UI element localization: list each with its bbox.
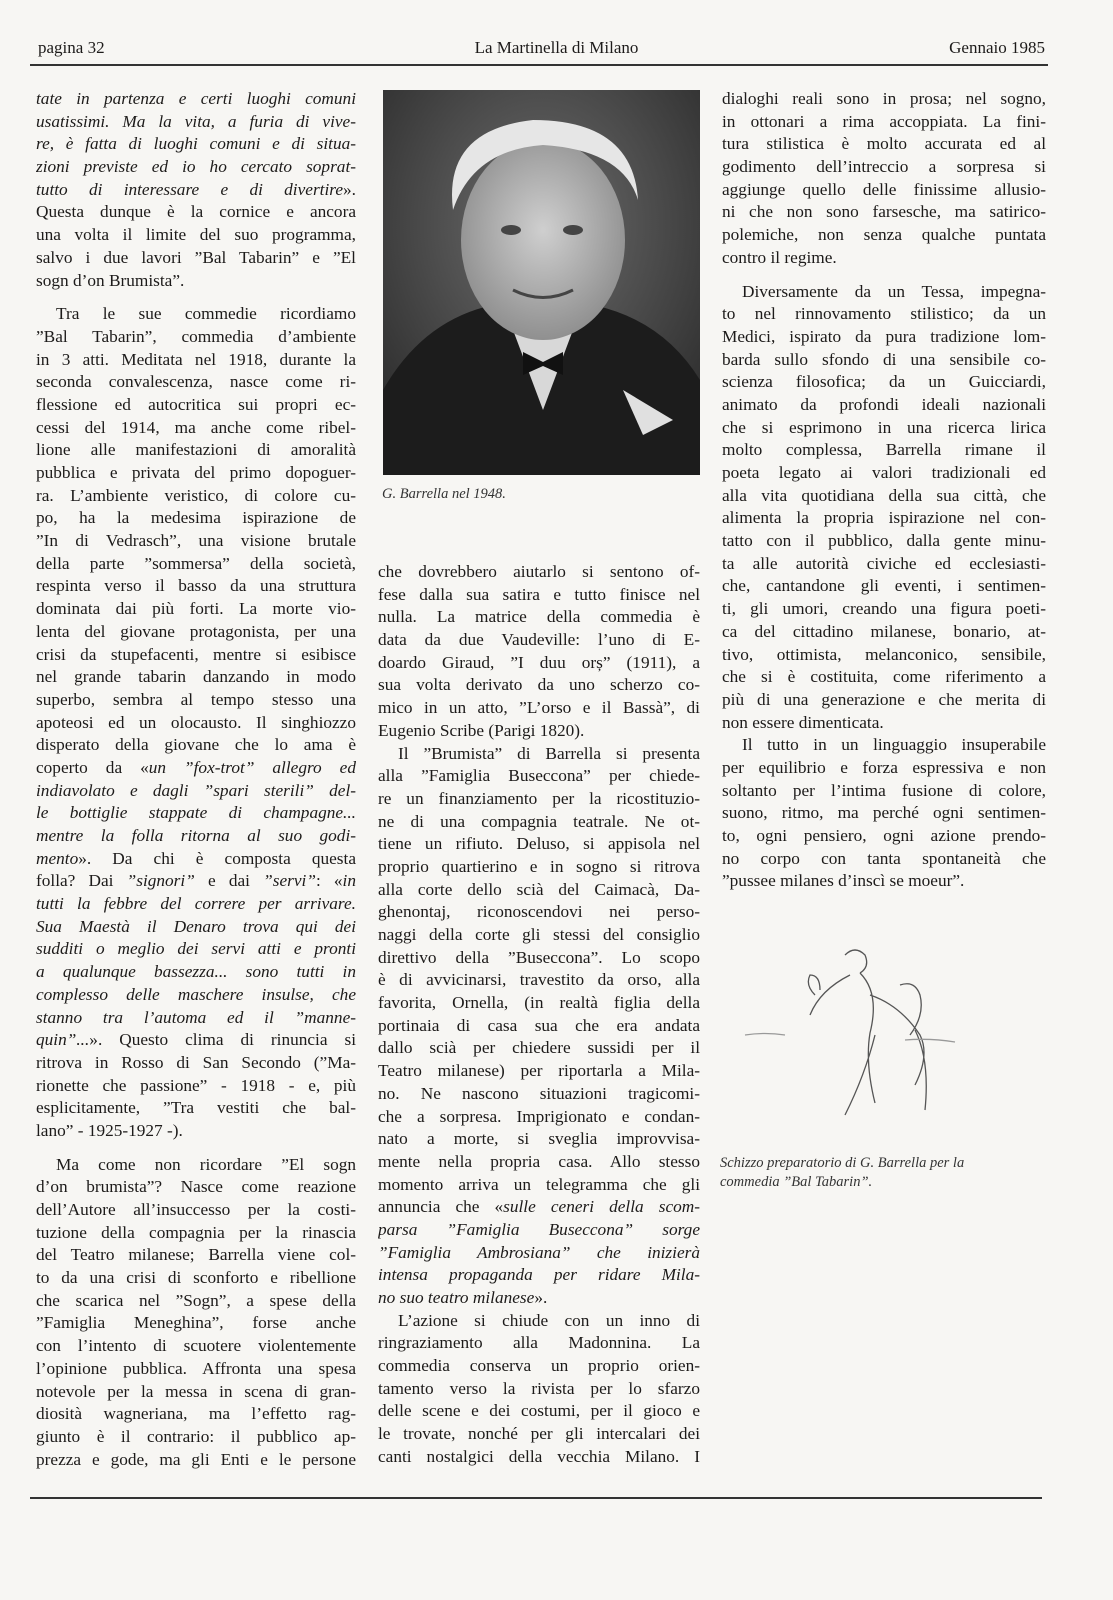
text-line <box>722 734 1046 757</box>
text-line <box>378 833 700 856</box>
text-line <box>36 417 356 440</box>
text-line <box>722 179 1046 202</box>
text-line <box>36 553 356 576</box>
text-run: scienza filosofica; da un Guicciardi, <box>722 372 1046 392</box>
text-line <box>378 1310 700 1333</box>
text-line <box>36 712 356 735</box>
text-line <box>722 689 1046 712</box>
text-run: data da due Vaudeville: l’uno di E- <box>378 630 700 650</box>
text-run: lione alle manifestazioni di amoralità <box>36 440 356 460</box>
text-line <box>36 598 356 621</box>
text-line <box>36 394 356 417</box>
italic-text-run: Sua Maestà il Denaro trova qui dei <box>36 916 356 936</box>
text-line <box>722 757 1046 780</box>
text-line <box>378 561 700 584</box>
text-run: prezza e gode, ma gli Enti e le persone <box>36 1449 356 1469</box>
text-line <box>378 1355 700 1378</box>
text-run: mico in un atto, ”L’orso e il Bassà”, di <box>378 698 700 718</box>
italic-text-run: ”servi” <box>263 871 316 891</box>
publication-title: La Martinella di Milano <box>474 38 639 57</box>
text-run: Diversamente da un Tessa, impegna- <box>742 281 1046 301</box>
text-line <box>722 666 1046 689</box>
text-line <box>722 848 1046 871</box>
text-line <box>36 1075 356 1098</box>
text-line <box>36 1267 356 1290</box>
text-run: non essere dimenticata. <box>722 712 884 732</box>
text-line <box>36 371 356 394</box>
text-run: ». Da chi è composta questa <box>78 848 356 868</box>
text-run: tiene un rifiuto. Deluso, si appisola nel <box>378 834 700 854</box>
text-line <box>36 1007 356 1030</box>
text-run: che, cantandone gli eventi, i sentimen- <box>722 576 1046 596</box>
portrait-photo <box>383 90 700 475</box>
text-line <box>722 507 1046 530</box>
text-line <box>722 303 1046 326</box>
article-column-3 <box>722 88 1046 893</box>
sketch-caption-line: Schizzo preparatorio di G. Barrella per la <box>720 1155 965 1171</box>
text-line <box>378 1083 700 1106</box>
text-line <box>36 326 356 349</box>
text-line <box>36 1244 356 1267</box>
text-run: che dovrebbero aiutarlo si sentono of- <box>378 562 700 581</box>
text-run: ra. L’ambiente veristico, di colore cu- <box>36 485 356 505</box>
text-line <box>378 811 700 834</box>
text-run: cessi del 1914, ma anche come ribel- <box>36 417 356 437</box>
text-line <box>722 621 1046 644</box>
text-run: nulla. La matrice della commedia è <box>378 607 700 627</box>
text-line <box>378 674 700 697</box>
text-run: dominata dai più forti. La morte vio- <box>36 599 356 619</box>
page-number: pagina 32 <box>38 38 105 57</box>
text-run: flessione ed autocritica sui propri ec- <box>36 394 356 414</box>
text-run: ne di una compagnia teatrale. Ne ot- <box>378 811 700 831</box>
text-line <box>378 606 700 629</box>
text-run: nel grande tabarin danzando in modo <box>36 667 356 687</box>
text-run: in 3 atti. Meditata nel 1918, durante la <box>36 349 356 369</box>
text-line <box>722 644 1046 667</box>
sketch-caption-line: commedia ”Bal Tabarin”. <box>720 1174 873 1190</box>
text-run: l’opinione pubblica. Affronta una spesa <box>36 1358 356 1378</box>
text-line <box>378 629 700 652</box>
text-line <box>722 201 1046 224</box>
text-line <box>378 901 700 924</box>
text-line <box>378 1423 700 1446</box>
text-line <box>36 303 356 326</box>
text-run: una volta il limite del suo programma, <box>36 225 356 245</box>
italic-text-run: quin”... <box>36 1030 90 1050</box>
text-run: che a sorpresa. Imprigionato e condan- <box>378 1106 700 1126</box>
text-run: dell’Autore all’insuccesso per la costi- <box>36 1200 356 1219</box>
text-run: notevole per la messa in scena di gran- <box>36 1381 356 1401</box>
text-run: alla corte dello scià del Caimacà, Da- <box>378 879 700 899</box>
text-run: sogn d’on Brumista”. <box>36 270 185 290</box>
text-line <box>722 247 1046 270</box>
text-line <box>36 1176 356 1199</box>
text-line <box>378 1196 700 1219</box>
text-run: tivo, ottimista, melanconico, sensibile, <box>722 644 1046 664</box>
footer-rule <box>30 1497 1042 1499</box>
article-column-1 <box>36 88 356 1471</box>
text-line <box>378 1332 700 1355</box>
text-line <box>36 1335 356 1358</box>
italic-text-run: parsa ”Famiglia Buseccona” sorge <box>378 1219 700 1239</box>
text-run: L’azione si chiude con un inno di <box>398 1310 700 1330</box>
text-line <box>36 179 356 202</box>
italic-text-run: un ”fox-trot” allegro ed <box>148 757 356 777</box>
text-line <box>722 394 1046 417</box>
text-line <box>36 485 356 508</box>
text-run: : « <box>315 871 343 891</box>
text-line <box>722 870 1046 893</box>
text-line <box>36 1052 356 1075</box>
text-run: Teatro milanese) per riportarla a Mila- <box>378 1061 700 1081</box>
italic-text-run: sulle ceneri della scom- <box>503 1197 700 1217</box>
text-line <box>36 1381 356 1404</box>
text-run: naggi della corte gli stessi del consiglio <box>378 925 700 944</box>
text-run: superbo, sembra al tempo stesso una <box>36 689 356 709</box>
text-run: della parte ”sommersa” della società, <box>36 553 356 573</box>
text-run: mente nella propria casa. Allo stesso <box>378 1151 700 1171</box>
text-run: ritrova in Rosso di San Secondo (”Ma- <box>36 1052 356 1072</box>
text-line <box>722 111 1046 134</box>
text-line <box>378 1060 700 1083</box>
text-run: alla ”Famiglia Buseccona” per chiede- <box>378 766 700 786</box>
italic-text-run: mentre la folla ritorna al suo godi- <box>36 826 356 845</box>
text-line <box>36 1154 356 1177</box>
text-line <box>378 1287 700 1310</box>
italic-text-run: stanno tra l’automa ed il ”manne- <box>36 1007 356 1027</box>
text-line <box>378 1151 700 1174</box>
italic-text-run: complesso delle maschere insulse, che <box>36 984 356 1004</box>
italic-text-run: mento <box>36 848 79 868</box>
text-run: è di avvicinarsi, travestito da orso, alla <box>378 970 700 990</box>
text-run: barda sullo sfondo di una sensibile co- <box>722 349 1046 369</box>
text-line <box>378 1242 700 1265</box>
text-run: to, ogni pensiero, ogni azione prendo- <box>722 826 1046 845</box>
text-run: coperto da « <box>36 757 149 777</box>
text-run: ». <box>343 179 356 199</box>
text-line <box>36 666 356 689</box>
text-line <box>722 371 1046 394</box>
text-line <box>36 1199 356 1222</box>
text-line <box>722 349 1046 372</box>
header-rule <box>30 64 1048 66</box>
text-line <box>36 1097 356 1120</box>
text-run: più di una generazione e che merita di <box>722 689 1046 709</box>
italic-text-run: sudditi o meglio dei servi atti e pronti <box>36 939 356 959</box>
text-line <box>36 689 356 712</box>
text-line <box>378 765 700 788</box>
article-column-2 <box>378 561 700 1469</box>
text-run: canti nostalgici della vecchia Milano. I <box>378 1446 700 1466</box>
text-line <box>722 712 1046 735</box>
text-run: ”Famiglia Meneghina”, forse anche <box>36 1313 356 1333</box>
text-run: ”In di Vedrasch”, una visione brutale <box>36 531 356 551</box>
italic-text-run: intensa propaganda per ridare Mila- <box>378 1265 700 1285</box>
text-line <box>722 156 1046 179</box>
issue-date: Gennaio 1985 <box>949 38 1045 57</box>
text-run: nato a morte, si sveglia improvvisa- <box>378 1129 700 1149</box>
text-line <box>36 156 356 179</box>
text-run: d’on brumista”? Nasce come reazione <box>36 1177 356 1197</box>
text-line <box>36 734 356 757</box>
text-line <box>36 1120 356 1143</box>
text-line <box>722 417 1046 440</box>
text-run: Medici, ispirato da pura tradizione lom- <box>722 326 1046 346</box>
text-run: portinaia di casa sua che era andata <box>378 1015 700 1035</box>
text-run: dialoghi reali sono in prosa; nel sogno, <box>722 89 1046 108</box>
text-run: to da una crisi di sconforto e ribellione <box>36 1268 356 1288</box>
text-line <box>36 1358 356 1381</box>
text-line <box>378 1400 700 1423</box>
italic-text-run: ”signori” <box>126 871 195 891</box>
text-run: ”pussee milanes d’inscì se moeur”. <box>722 871 965 891</box>
text-line <box>36 780 356 803</box>
text-line <box>36 757 356 780</box>
text-run: no corpo con tanta spontaneità che <box>722 848 1046 868</box>
text-line <box>36 802 356 825</box>
text-run: Tra le sue commedie ricordiamo <box>56 304 356 324</box>
text-line <box>36 88 356 111</box>
text-line <box>378 1264 700 1287</box>
text-line <box>378 969 700 992</box>
italic-text-run: tate in partenza e certi luoghi comuni <box>36 89 356 108</box>
text-run: annuncia che « <box>378 1197 504 1217</box>
text-run: giunto è il contrario: il pubblico ap- <box>36 1426 356 1446</box>
text-run: re un finanziamento per la ricostituzio- <box>378 788 700 808</box>
text-line <box>36 644 356 667</box>
text-line <box>36 1222 356 1245</box>
text-run: rionette che passione” - 1918 - e, più <box>36 1075 356 1095</box>
text-line <box>722 825 1046 848</box>
text-line <box>722 326 1046 349</box>
text-line <box>722 281 1046 304</box>
text-run: esplicitamente, ”Tra vestiti che bal- <box>36 1098 356 1118</box>
text-run: salvo i due lavori ”Bal Tabarin” e ”El <box>36 247 356 267</box>
text-run: to nel rinnovamento stilistico; da un <box>722 304 1046 324</box>
text-run: delle scene e dei costumi, per il gioco e <box>378 1401 700 1421</box>
text-run: alimenta la propria ispirazione nel con- <box>722 508 1046 528</box>
text-run: folla? Dai <box>36 871 127 891</box>
text-line <box>378 1219 700 1242</box>
text-line <box>36 530 356 553</box>
text-run: ca del cittadino milanese, bonario, at- <box>722 621 1046 641</box>
italic-text-run: le bottiglie stappate di champagne... <box>36 803 356 823</box>
text-run: pubblica e privata del primo dopoguer- <box>36 463 356 482</box>
text-run: ti, gli umori, creando una figura poeti- <box>722 599 1046 619</box>
text-line <box>378 947 700 970</box>
text-run: dallo scià per chiedere sussidi per il <box>378 1038 700 1058</box>
italic-text-run: no suo teatro milanese <box>378 1288 535 1307</box>
text-line <box>36 1403 356 1426</box>
text-line <box>378 924 700 947</box>
text-line <box>36 349 356 372</box>
text-line <box>36 507 356 530</box>
text-run: ”Bal Tabarin”, commedia d’ambiente <box>36 326 356 346</box>
italic-text-run: zioni previste ed io ho cercato soprat- <box>36 157 356 177</box>
text-line <box>722 462 1046 485</box>
text-line <box>722 780 1046 803</box>
italic-text-run: in <box>342 871 356 891</box>
text-line <box>378 1128 700 1151</box>
text-run: diosità wagneriana, ma l’effetto rag- <box>36 1404 356 1424</box>
text-run: animato da profondi ideali nazionali <box>722 394 1046 414</box>
text-run: che si esprimono in una ricerca lirica <box>722 417 1046 437</box>
italic-text-run: tutto di interessare e di divertire <box>36 179 344 199</box>
text-line <box>378 697 700 720</box>
text-run: commedia conserva un proprio orien- <box>378 1356 700 1376</box>
text-run: ». <box>534 1288 548 1307</box>
text-line <box>36 439 356 462</box>
text-line <box>722 439 1046 462</box>
text-line <box>36 247 356 270</box>
text-run: po, ha la medesima ispirazione de <box>36 508 356 528</box>
text-run: polemiche, non senza qualche puntata <box>722 225 1046 245</box>
italic-text-run: re, è fatta di luoghi comuni e di situa- <box>36 134 356 154</box>
text-run: tamento verso la rivista per lo sfarzo <box>378 1378 700 1398</box>
text-run: proprio quartierino e in sogno si ritrova <box>378 856 700 876</box>
photo-caption: G. Barrella nel 1948. <box>382 486 506 502</box>
text-run: ghenontaj, riconoscendovi nei perso- <box>378 902 700 922</box>
text-line <box>36 938 356 961</box>
text-run: Il ”Brumista” di Barrella si presenta <box>398 743 700 763</box>
text-line <box>378 788 700 811</box>
text-run: poeta legato ai valori tradizionali ed <box>722 463 1046 482</box>
text-line <box>722 598 1046 621</box>
text-line <box>722 553 1046 576</box>
text-line <box>36 133 356 156</box>
text-line <box>36 1449 356 1472</box>
text-line <box>36 1290 356 1313</box>
text-run: crisi da stupefacenti, mentre si esibisce <box>36 644 356 664</box>
text-run: direttivo della ”Buseccona”. Lo scopo <box>378 947 700 967</box>
text-line <box>36 201 356 224</box>
text-line <box>36 961 356 984</box>
text-line <box>722 485 1046 508</box>
text-run: favorita, Ornella, (in realtà figlia della <box>378 993 700 1013</box>
text-line <box>378 1106 700 1129</box>
text-run: contro il regime. <box>722 247 837 267</box>
text-line <box>378 652 700 675</box>
text-run: ringraziamento alla Madonnina. La <box>378 1333 700 1353</box>
text-line <box>378 1446 700 1469</box>
text-line <box>722 575 1046 598</box>
text-run: in ottonari a rima accoppiata. La fini- <box>722 111 1046 131</box>
text-run: tura stilistica è molto accurata ed al <box>722 134 1046 154</box>
text-run: alla vita quotidiana della sua città, che <box>722 485 1046 505</box>
text-line <box>722 224 1046 247</box>
text-line <box>378 584 700 607</box>
italic-text-run: tutti la febbre del correre per arrivare. <box>36 894 356 914</box>
text-run: lenta del giovane protagonista, per una <box>36 621 356 641</box>
text-line <box>36 1426 356 1449</box>
text-line <box>722 530 1046 553</box>
dancers-sketch <box>725 935 965 1135</box>
text-line <box>36 893 356 916</box>
text-run: ta alle autorità civiche ed ecclesiasti- <box>722 553 1046 573</box>
text-line <box>36 1029 356 1052</box>
text-run: sua volta derivato da uno scherzo co- <box>378 675 700 695</box>
text-run: respinta verso il basso da una struttura <box>36 576 356 596</box>
italic-text-run: usatissimi. Ma la vita, a furia di vive- <box>36 111 356 131</box>
italic-text-run: ”Famiglia Ambrosiana” che inizierà <box>378 1242 700 1262</box>
text-line <box>36 848 356 871</box>
text-line <box>36 575 356 598</box>
text-run: con l’intento di scuotere violentemente <box>36 1336 356 1356</box>
text-run: fese dalla sua satira e tutto finisce nel <box>378 584 700 604</box>
text-line <box>722 802 1046 825</box>
text-line <box>36 870 356 893</box>
text-run: per equilibrio e forza espressiva e non <box>722 757 1046 777</box>
text-run: Ma come non ricordare ”El sogn <box>56 1154 356 1174</box>
italic-text-run: indiavolato e dagli ”spari sterili” del- <box>36 780 356 800</box>
text-run: momento arriva un telegramma che gli <box>378 1174 700 1194</box>
text-line <box>722 133 1046 156</box>
text-line <box>378 1015 700 1038</box>
text-run: disperato della giovane che lo ama è <box>36 735 356 755</box>
text-line <box>36 621 356 644</box>
text-run: doardo Giraud, ”I duu orș” (1911), a <box>378 652 700 672</box>
text-line <box>378 1037 700 1060</box>
sketch-caption <box>720 1154 1050 1192</box>
text-run: che scarica nel ”Sogn”, a spese della <box>36 1290 356 1310</box>
text-run: del Teatro milanese; Barrella viene col- <box>36 1245 356 1265</box>
text-line <box>36 270 356 293</box>
text-run: e dai <box>194 871 264 891</box>
italic-text-run: a qualunque bassezza... sono tutti in <box>36 962 356 982</box>
text-line <box>722 88 1046 111</box>
text-run: soltanto per l’intima fusione di colore, <box>722 780 1046 800</box>
text-line <box>36 916 356 939</box>
text-line <box>36 984 356 1007</box>
text-run: ». Questo clima di rinuncia si <box>89 1030 356 1050</box>
text-run: seconda convalescenza, nasce come ri- <box>36 372 356 392</box>
text-line <box>378 992 700 1015</box>
text-run: le trovate, nonché per gli intercalari dei <box>378 1424 700 1444</box>
text-line <box>378 856 700 879</box>
text-line <box>36 1312 356 1335</box>
text-run: suono, ritmo, ma perché ogni sentimen- <box>722 803 1046 823</box>
text-line <box>36 825 356 848</box>
text-line <box>36 111 356 134</box>
text-line <box>378 1378 700 1401</box>
text-run: che si è costituita, come riferimento a <box>722 667 1046 687</box>
text-line <box>36 462 356 485</box>
text-run: apoteosi ed un olocausto. Il singhiozzo <box>36 712 356 732</box>
text-line <box>378 720 700 743</box>
text-run: Eugenio Scribe (Parigi 1820). <box>378 720 585 740</box>
text-line <box>36 224 356 247</box>
text-run: ni che non sono farsesche, ma satirico- <box>722 202 1046 222</box>
text-run: godimento dell’intreccio a sorpresa si <box>722 157 1046 177</box>
text-run: Il tutto in un linguaggio insuperabile <box>742 735 1046 755</box>
text-run: aggiunge quello delle finissime allusio- <box>722 179 1046 199</box>
text-run: no. Ne nascono situazioni tragicomi- <box>378 1083 700 1103</box>
text-run: Questa dunque è la cornice e ancora <box>36 202 356 222</box>
text-run: tatto con il pubblico, dalla gente minu- <box>722 531 1046 551</box>
text-run: tuzione della compagnia per la rinascia <box>36 1222 356 1242</box>
text-run: lano” - 1925-1927 -). <box>36 1120 183 1140</box>
text-line <box>378 879 700 902</box>
text-line <box>378 743 700 766</box>
text-line <box>378 1174 700 1197</box>
text-run: molto complessa, Barrella rimane il <box>722 440 1046 460</box>
